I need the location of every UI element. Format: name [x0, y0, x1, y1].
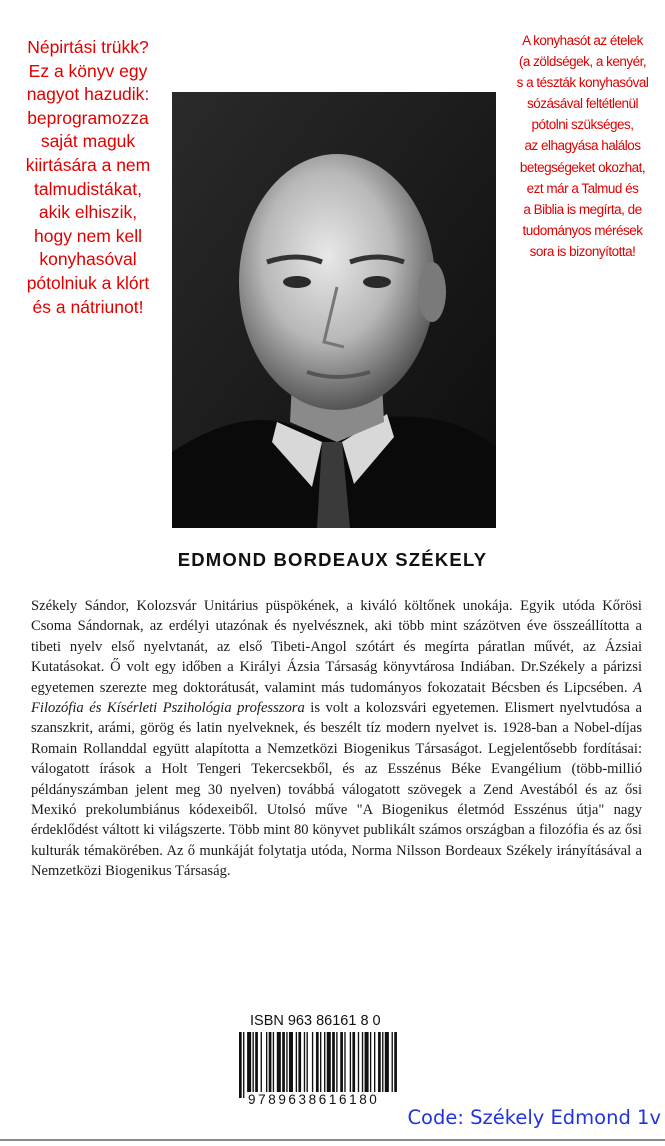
barcode-bar [350, 1032, 351, 1098]
isbn-label: ISBN 963 86161 8 0 [250, 1013, 381, 1029]
author-biography [31, 596, 642, 882]
barcode-bar [261, 1032, 262, 1098]
code-label: Code: Székely Edmond 1v [407, 1106, 661, 1129]
barcode-bar [374, 1032, 375, 1098]
barcode-bar [269, 1032, 272, 1098]
barcode-bar [243, 1032, 244, 1098]
barcode-bar [340, 1032, 343, 1098]
barcode-bar [239, 1032, 242, 1098]
barcode-bar [255, 1032, 258, 1098]
author-portrait [172, 92, 496, 528]
barcode-bar [378, 1032, 381, 1098]
barcode-bar [298, 1032, 301, 1098]
barcode-bar [282, 1032, 285, 1098]
barcode-bar [296, 1032, 297, 1098]
left-red-note: Népirtási trükk? Ez a könyv egy nagyot hazudik: beprogramozza saját maguk kiirtására a nem talmudistákat, akik elhiszik, hogy nem kell konyhasóval pótolniuk a klórt és a nátriunot! [25, 37, 151, 317]
barcode-bar [382, 1032, 383, 1098]
barcode-bar [358, 1032, 359, 1098]
barcode-bar [394, 1032, 397, 1098]
barcode-bar [286, 1032, 287, 1098]
barcode [237, 1032, 455, 1098]
right-red-note: A konyhasót az ételek (a zöldségek, a kenyér, s a tészták konyhasóval sózásával feltétlenül pótolni szükséges, az elhagyása halálos betegségeket okozhat, ezt már a Talmud és a Biblia is megírta, de tudományos mérések sora is bizonyította! [516, 33, 649, 259]
barcode-bar [327, 1032, 331, 1098]
barcode-bar [336, 1032, 337, 1098]
barcode-bar [320, 1032, 321, 1098]
barcode-bar [307, 1032, 308, 1098]
barcode-bar [370, 1032, 371, 1098]
barcode-bar [352, 1032, 355, 1098]
barcode-bar [324, 1032, 325, 1098]
barcode-bar [289, 1032, 293, 1098]
barcode-bar [312, 1032, 313, 1098]
barcode-bar [266, 1032, 267, 1098]
barcode-bar [247, 1032, 251, 1098]
barcode-bar [332, 1032, 335, 1098]
barcode-bar [277, 1032, 281, 1098]
barcode-bar [344, 1032, 345, 1098]
barcode-bar [365, 1032, 369, 1098]
barcode-bar [392, 1032, 393, 1098]
bottom-divider [0, 1139, 665, 1141]
bio-text-part1: Székely Sándor, Kolozsvár Unitárius püspökének, a kiváló költőnek unokája. Egyik utóda Kőrösi Csoma Sándornak, az erdélyi utazónak és nyelvésznek, aki több mint százötven éve összeállította a tibeti nyelv első nyelvtanát, az első Tibeti-Angol szótárt és megírta páratlan művét, az Ázsiai Kutatásokat. Ő volt egy időben a Királyi Ázsia Társaság könyvtárosa Indiában. Dr.Székely a párizsi egyetemen szerezte meg doktorátusát, valamint más tudományos fokozatait Bécsben és Lipcsében. [31, 598, 642, 696]
barcode-bar [385, 1032, 389, 1098]
bio-italic-title: A Filozófia és Kísérleti Pszihológia professzora [31, 679, 642, 717]
barcode-bar [273, 1032, 274, 1098]
barcode-digits: 9789638616180 [246, 1092, 448, 1107]
barcode-bar [362, 1032, 363, 1098]
barcode-bar [316, 1032, 319, 1098]
barcode-bar [304, 1032, 305, 1098]
bio-text-part2: is volt a kolozsvári egyetemen. Elismert nyelvtudósa a szanszkrit, arámi, görög és latin nyelveknek, és beszélt tíz modern nyelvet is. 1928-ban a Nobel-díjas Romain Rollanddal együtt alapította a Nemzetközi Biogenikus Társaságot. Legjelentősebb fordításai: válogatott írások a Holt Tengeri Tekercsekből, és az Esszénus Béke Evangélium (több-millió példányszámban jelent meg 30 nyelven) továbbá válogatott szövegek a Zend Avestából és az ősi Mexikó prekolumbiánus kódexeiből. Utolsó műve "A Biogenikus életmód Esszénus útja" nagy érdeklődést váltott ki világszerte. Több mint 80 könyvet publikált számos országban a filozófia és az ősi kulturák témakörében. Az ő munkáját folytatja utóda, Norma Nilsson Bordeaux Székely irányításával a Nemzetközi Biogenikus Társaság. [31, 700, 642, 880]
barcode-bar [253, 1032, 254, 1098]
author-name: EDMOND BORDEAUX SZÉKELY [177, 549, 488, 570]
